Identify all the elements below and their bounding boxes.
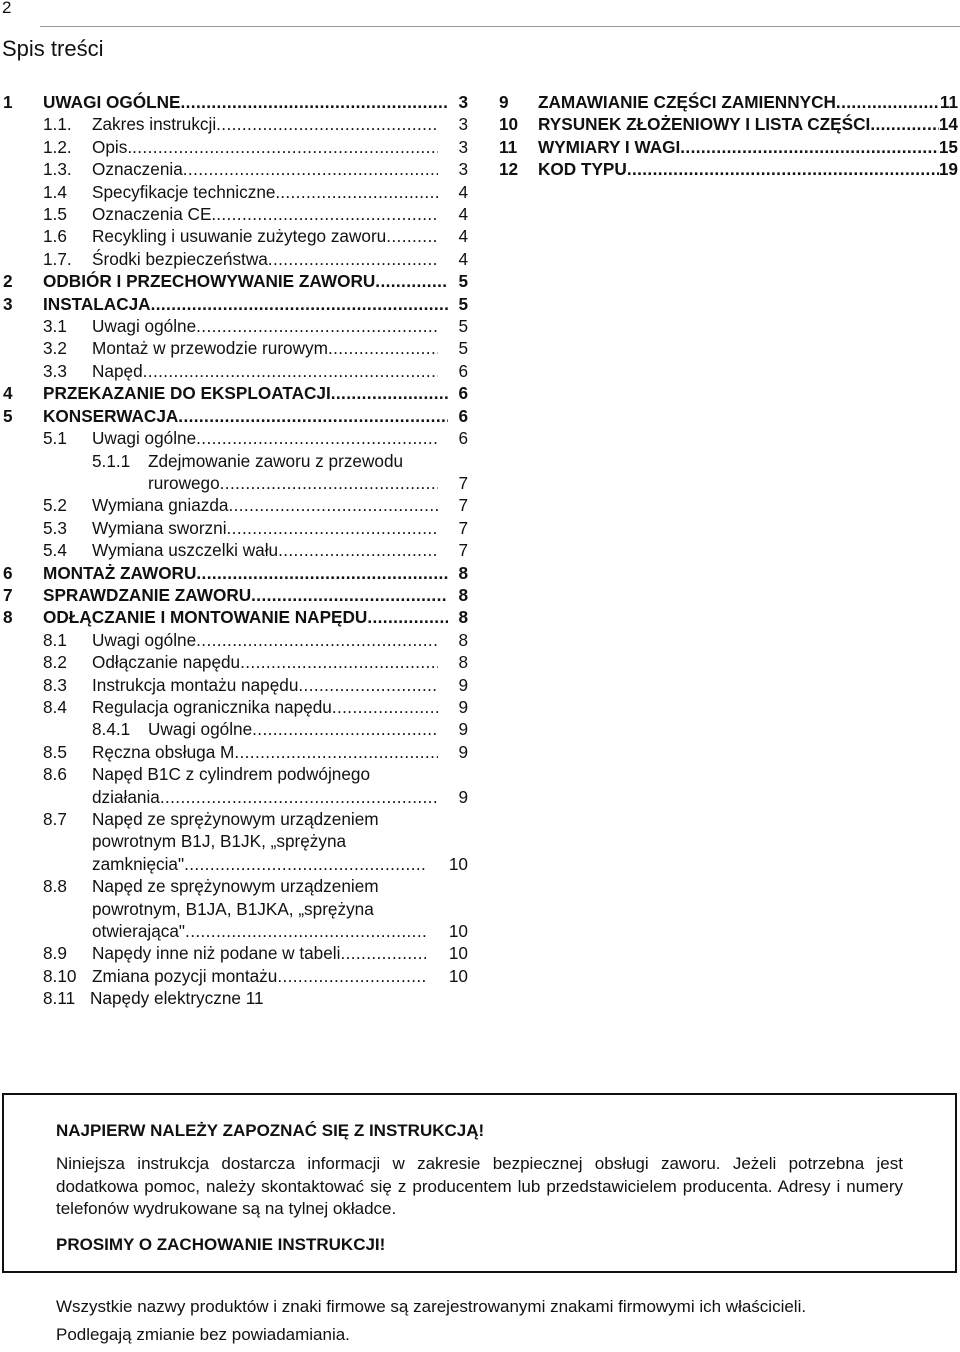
toc-entry-number xyxy=(0,830,92,852)
toc-entry-number: 1.3. xyxy=(43,159,72,180)
toc-entry-text: Ręczna obsługa M xyxy=(92,741,235,762)
toc-entry[interactable] xyxy=(0,337,468,359)
toc-entry-title xyxy=(43,606,448,628)
toc-leader-dots xyxy=(185,920,426,942)
toc-entry-page: 6 xyxy=(458,428,468,449)
toc-entry-text: powrotnym, B1JA, B1JKA, „sprężyna xyxy=(92,898,374,919)
toc-entry-text: Opis. xyxy=(92,136,133,157)
toc-leader-dots xyxy=(196,427,438,449)
toc-entry-text: ZAMAWIANIE CZĘŚCI ZAMIENNYCH xyxy=(538,92,836,112)
toc-entry-text: Napęd ze sprężynowym urządzeniem xyxy=(92,809,379,829)
toc-entry-number: 11 xyxy=(499,136,518,157)
toc-entry-page: 5 xyxy=(458,293,468,314)
toc-entry-text: Odłączanie napędu xyxy=(92,652,241,673)
toc-entry-number: 1 xyxy=(3,92,13,112)
toc-entry[interactable] xyxy=(496,113,958,135)
toc-entry-number: 5.1.1 xyxy=(92,450,131,471)
toc-entry-title xyxy=(43,405,448,427)
toc-leader-dots xyxy=(367,606,448,628)
toc-entry-title: Napędy elektryczne 11 xyxy=(90,988,264,1009)
toc-entry-page: 6 xyxy=(458,383,468,404)
toc-entry-number: 12 xyxy=(499,159,519,180)
toc-entry-title xyxy=(92,181,438,203)
notice-box xyxy=(2,1093,957,1273)
toc-entry-title xyxy=(92,494,438,516)
toc-entry-line xyxy=(0,875,468,897)
toc-entry-number: 4 xyxy=(3,383,13,404)
toc-leader-dots xyxy=(627,158,939,180)
toc-entry-page: 5 xyxy=(458,271,468,292)
toc-entry[interactable] xyxy=(0,136,468,158)
toc-entry-number: 8.9 xyxy=(43,943,67,964)
header-rule xyxy=(40,26,960,27)
toc-entry-number: 8.7 xyxy=(43,809,67,829)
toc-leader-dots xyxy=(220,472,438,494)
toc-entry-text: Napęd xyxy=(92,360,143,381)
toc-leader-dots xyxy=(151,293,448,315)
toc-entry[interactable] xyxy=(496,158,958,180)
toc-leader-dots xyxy=(680,136,939,158)
toc-entry-page: 7 xyxy=(458,472,468,493)
toc-entry-title xyxy=(43,293,448,315)
toc-entry-number: 2 xyxy=(3,271,13,292)
toc-entry-title xyxy=(92,965,426,987)
toc-leader-dots xyxy=(870,113,939,135)
toc-entry-title xyxy=(148,472,438,494)
toc-entry-page: 3 xyxy=(458,114,468,135)
toc-leader-dots xyxy=(181,91,449,113)
toc-leader-dots xyxy=(196,315,438,337)
toc-entry-text: Wymiana sworzni xyxy=(92,517,227,538)
toc-leader-dots xyxy=(268,248,438,270)
toc-entry-number: 1.1. xyxy=(43,114,72,135)
toc-entry-text: rurowego xyxy=(148,472,220,493)
toc-entry-line xyxy=(0,472,468,494)
toc-entry-page: 8 xyxy=(458,584,468,605)
toc-entry-line xyxy=(0,853,468,875)
toc-entry[interactable] xyxy=(0,651,468,673)
toc-entry-title xyxy=(43,382,448,404)
toc-entry-number: 5.1 xyxy=(43,428,67,449)
toc-leader-dots xyxy=(184,853,426,875)
toc-entry[interactable] xyxy=(0,181,468,203)
change-note: Podlegają zmianie bez powiadamiania. xyxy=(56,1325,350,1344)
toc-entry-number: 8.4.1 xyxy=(92,719,131,740)
toc-entry-text: SPRAWDZANIE ZAWORU xyxy=(43,584,252,605)
toc-entry[interactable] xyxy=(0,382,468,404)
toc-entry-number: 3 xyxy=(3,293,13,314)
toc-leader-dots xyxy=(196,562,448,584)
toc-entry-title xyxy=(148,718,438,740)
toc-entry-page: 10 xyxy=(448,965,468,986)
toc-entry-number: 1.4 xyxy=(43,181,67,202)
toc-leader-dots xyxy=(277,965,426,987)
toc-entry-text: działania xyxy=(92,786,160,807)
toc-entry-page: 10 xyxy=(448,943,468,964)
toc-entry-number: 8.11 xyxy=(43,988,76,1009)
toc-entry-number: 5.3 xyxy=(43,517,67,538)
toc-entry-number: 8.4 xyxy=(43,696,67,717)
toc-entry-text: UWAGI OGÓLNE xyxy=(43,92,181,112)
toc-entry-page: 9 xyxy=(458,696,468,717)
toc-left-column xyxy=(0,91,468,1010)
toc-leader-dots xyxy=(340,942,426,964)
toc-entry-page: 4 xyxy=(458,248,468,269)
toc-entry-text: ODŁĄCZANIE I MONTOWANIE NAPĘDU xyxy=(43,607,368,628)
toc-entry-number: 8.1 xyxy=(43,629,67,650)
toc-entry-page: 19 xyxy=(938,159,958,180)
page-number: 2 xyxy=(2,0,12,17)
toc-leader-dots xyxy=(298,674,438,696)
toc-entry[interactable] xyxy=(0,293,468,315)
toc-entry-title xyxy=(92,337,438,359)
toc-entry-page: 9 xyxy=(458,719,468,740)
toc-entry-title xyxy=(92,360,438,382)
toc-entry-number: 1.5 xyxy=(43,204,67,225)
toc-entry-page: 8 xyxy=(458,629,468,650)
toc-entry-page: 15 xyxy=(938,136,958,157)
toc-entry-title xyxy=(92,853,426,875)
toc-entry[interactable] xyxy=(0,875,468,942)
toc-entry-page: 10 xyxy=(448,921,468,942)
toc-entry[interactable] xyxy=(0,965,468,987)
toc-leader-dots xyxy=(331,382,448,404)
notice-closing: PROSIMY O ZACHOWANIE INSTRUKCJI! xyxy=(56,1234,386,1254)
toc-entry-number: 9 xyxy=(499,92,509,112)
toc-entry-title xyxy=(92,629,438,651)
toc-entry-number: 5.4 xyxy=(43,540,67,561)
toc-entry[interactable] xyxy=(0,942,468,964)
toc-entry-page: 9 xyxy=(458,741,468,762)
toc-entry-line xyxy=(0,763,468,785)
toc-entry-page: 7 xyxy=(458,495,468,516)
toc-entry-text: Wymiana gniazda xyxy=(92,495,229,516)
toc-entry-number: 8.10 xyxy=(43,965,77,986)
toc-leader-dots xyxy=(178,405,448,427)
toc-leader-dots xyxy=(332,696,438,718)
toc-entry-title xyxy=(92,136,438,158)
toc-entry-text: RYSUNEK ZŁOŻENIOWY I LISTA CZĘŚCI xyxy=(538,114,871,135)
toc-entry-title xyxy=(92,786,438,808)
toc-entry-title xyxy=(538,158,939,180)
toc-entry-text: Uwagi ogólne xyxy=(92,316,197,337)
toc-entry-text: Napęd B1C z cylindrem podwójnego xyxy=(92,764,371,785)
notice-body: Niniejsza instrukcja dostarcza informacji w zakresie bezpiecznej obsługi zaworu. Jeżeli potrzebna jest dodatkowa pomoc, należy skontaktować się z producentem lub przedstawicielem producenta. Adresy i numery telefonów wydrukowane są na tylnej okładce. xyxy=(56,1154,903,1218)
toc-entry-number: 8.6 xyxy=(43,764,67,785)
notice-heading: NAJPIERW NALEŻY ZAPOZNAĆ SIĘ Z INSTRUKCJĄ! xyxy=(56,1121,485,1140)
toc-entry-page: 7 xyxy=(458,540,468,561)
toc-entry-page: 10 xyxy=(448,853,468,874)
toc-leader-dots xyxy=(132,136,438,158)
toc-entry-page: 7 xyxy=(458,517,468,538)
toc-entry-title xyxy=(43,270,448,292)
toc-entry-title xyxy=(92,203,438,225)
toc-entry-title xyxy=(92,158,438,180)
toc-entry[interactable] xyxy=(0,539,468,561)
toc-entry-number: 8.3 xyxy=(43,674,67,695)
toc-entry[interactable] xyxy=(0,629,468,651)
toc-entry-title xyxy=(92,113,438,135)
toc-entry-title xyxy=(92,674,438,696)
toc-entry-line xyxy=(0,786,468,808)
toc-entry[interactable] xyxy=(0,808,468,875)
toc-leader-dots xyxy=(160,786,438,808)
toc-entry-page: 9 xyxy=(458,786,468,807)
toc-entry-text: Zmiana pozycji montażu xyxy=(92,965,278,986)
toc-entry[interactable] xyxy=(0,203,468,225)
toc-entry[interactable] xyxy=(0,91,468,113)
toc-entry-title xyxy=(92,696,438,718)
toc-leader-dots xyxy=(227,517,438,539)
toc-entry-line xyxy=(0,830,468,852)
toc-entry-text: zamknięcia" xyxy=(92,853,185,874)
toc-entry[interactable] xyxy=(0,606,468,628)
toc-entry-number: 3.2 xyxy=(43,338,67,359)
toc-entry-number: 1.2. xyxy=(43,136,72,157)
toc-entry-text: Montaż w przewodzie rurowym xyxy=(92,338,328,359)
toc-entry-number: 10 xyxy=(499,114,519,135)
toc-entry-title xyxy=(92,248,438,270)
toc-entry[interactable] xyxy=(496,91,958,113)
toc-entry-text: Oznaczenia CE. xyxy=(92,204,217,225)
toc-entry-text: Instrukcja montażu napędu xyxy=(92,674,299,695)
toc-entry-text: Specyfikacje techniczne. xyxy=(92,181,281,202)
toc-entry-text: Oznaczenia xyxy=(92,159,183,180)
toc-entry-text: KOD TYPU xyxy=(538,159,627,180)
toc-entry[interactable] xyxy=(0,696,468,718)
toc-entry-title xyxy=(92,651,438,673)
toc-entry-page: 4 xyxy=(458,181,468,202)
toc-entry-text: Wymiana uszczelki wału xyxy=(92,540,279,561)
toc-entry[interactable] xyxy=(0,763,468,808)
toc-entry-number: 5 xyxy=(3,405,13,426)
toc-entry-number: 8.8 xyxy=(43,876,67,897)
toc-entry[interactable] xyxy=(0,450,468,495)
toc-entry-text: MONTAŻ ZAWORU xyxy=(43,562,197,583)
toc-entry-page: 3 xyxy=(458,92,468,112)
toc-entry-line xyxy=(0,450,468,472)
toc-leader-dots xyxy=(196,629,438,651)
toc-entry-title xyxy=(43,562,448,584)
toc-leader-dots xyxy=(183,158,438,180)
toc-leader-dots xyxy=(280,181,438,203)
toc-leader-dots xyxy=(836,91,940,113)
toc-entry-text: Recykling i usuwanie zużytego zaworu xyxy=(92,226,387,247)
toc-entry-line xyxy=(0,898,468,920)
toc-entry-number: 8.2 xyxy=(43,652,67,673)
toc-entry-page: 5 xyxy=(458,338,468,359)
toc-entry-line xyxy=(0,920,468,942)
toc-leader-dots xyxy=(216,113,438,135)
toc-entry-number: 3.1 xyxy=(43,316,67,337)
toc-entry-text: otwierająca" xyxy=(92,921,186,942)
toc-entry[interactable] xyxy=(0,562,468,584)
toc-entry[interactable] xyxy=(0,360,468,382)
toc-entry-number: 6 xyxy=(3,562,13,583)
toc-entry-text: Napędy inne niż podane w tabeli xyxy=(92,943,341,964)
toc-entry-number: 5.2 xyxy=(43,495,67,516)
toc-entry-number: 8.5 xyxy=(43,741,67,762)
toc-entry-text: PRZEKAZANIE DO EKSPLOATACJI xyxy=(43,383,331,404)
toc-entry-number: 7 xyxy=(3,584,13,605)
toc-entry-title xyxy=(43,584,448,606)
toc-entry-title xyxy=(43,91,448,113)
toc-entry-title xyxy=(92,225,438,247)
toc-leader-dots xyxy=(375,270,448,292)
toc-entry-text: Uwagi ogólne xyxy=(92,428,197,449)
toc-entry-title xyxy=(92,741,438,763)
toc-entry-page: 5 xyxy=(458,316,468,337)
toc-entry-page: 8 xyxy=(458,607,468,628)
toc-leader-dots xyxy=(252,718,438,740)
toc-leader-dots xyxy=(240,651,438,673)
toc-leader-dots xyxy=(143,360,438,382)
toc-entry[interactable] xyxy=(0,225,468,247)
toc-entry[interactable] xyxy=(0,674,468,696)
toc-entry-number: 1.6 xyxy=(43,226,67,247)
toc-entry-page: 3 xyxy=(458,136,468,157)
toc-entry-title xyxy=(92,517,438,539)
toc-entry-title xyxy=(538,91,940,113)
toc-entry[interactable] xyxy=(496,136,958,158)
toc-entry-title xyxy=(92,920,426,942)
toc-entry-title xyxy=(538,136,939,158)
toc-entry-page: 14 xyxy=(938,114,958,135)
trademark-note: Wszystkie nazwy produktów i znaki firmowe są zarejestrowanymi znakami firmowymi ich właścicieli. xyxy=(56,1297,807,1316)
toc-leader-dots xyxy=(386,225,438,247)
toc-entry-title xyxy=(92,315,438,337)
toc-entry[interactable] xyxy=(0,315,468,337)
toc-entry-text: Uwagi ogólne xyxy=(148,719,253,740)
toc-entry-text: Zdejmowanie zaworu z przewodu xyxy=(148,450,404,471)
toc-entry-text: WYMIARY I WAGI xyxy=(538,136,681,157)
toc-leader-dots xyxy=(328,337,438,359)
toc-entry[interactable] xyxy=(0,405,468,427)
toc-leader-dots xyxy=(278,539,438,561)
toc-entry-text: Środki bezpieczeństwa xyxy=(92,248,268,269)
toc-entry[interactable] xyxy=(0,158,468,180)
toc-entry-text: Regulacja ogranicznika napędu xyxy=(92,696,332,717)
toc-entry[interactable] xyxy=(0,741,468,763)
toc-leader-dots xyxy=(228,494,438,516)
toc-entry-text: Napęd ze sprężynowym urządzeniem xyxy=(92,876,379,897)
toc-entry[interactable] xyxy=(0,494,468,516)
toc-entry-page: 8 xyxy=(458,562,468,583)
toc-entry-number xyxy=(0,898,92,920)
toc-entry-number: 8 xyxy=(3,607,13,628)
toc-entry-text: powrotnym B1J, B1JK, „sprężyna xyxy=(92,831,347,852)
toc-leader-dots xyxy=(234,741,438,763)
toc-entry-text: Zakres instrukcji xyxy=(92,114,217,135)
toc-right-column xyxy=(496,91,958,181)
toc-entry[interactable] xyxy=(0,517,468,539)
toc-entry-text: INSTALACJA xyxy=(43,293,151,314)
toc-entry-title xyxy=(538,113,939,135)
page-title: Spis treści xyxy=(2,36,104,61)
toc-entry-text: KONSERWACJA xyxy=(43,405,179,426)
toc-entry-title xyxy=(92,539,438,561)
toc-entry-title xyxy=(92,942,426,964)
toc-entry[interactable] xyxy=(0,270,468,292)
toc-entry-number: 3.3 xyxy=(43,360,67,381)
toc-leader-dots xyxy=(216,203,438,225)
toc-entry[interactable] xyxy=(0,427,468,449)
toc-entry-page: 4 xyxy=(458,226,468,247)
toc-entry-title xyxy=(92,427,438,449)
toc-entry-page: 6 xyxy=(458,405,468,426)
toc-entry-page: 4 xyxy=(458,204,468,225)
toc-entry-page: 3 xyxy=(458,159,468,180)
toc-entry[interactable] xyxy=(0,987,468,1009)
toc-entry-page: 8 xyxy=(458,652,468,673)
toc-entry-number: 1.7. xyxy=(43,248,72,269)
toc-leader-dots xyxy=(251,584,448,606)
toc-entry-line xyxy=(0,808,468,830)
toc-entry-text: Uwagi ogólne xyxy=(92,629,197,650)
toc-entry-page: 9 xyxy=(458,674,468,695)
toc-entry-text: ODBIÓR I PRZECHOWYWANIE ZAWORU xyxy=(43,271,376,292)
toc-entry-page: 11 xyxy=(939,92,958,112)
toc-entry[interactable] xyxy=(0,718,468,740)
toc-entry[interactable] xyxy=(0,248,468,270)
toc-entry-page: 6 xyxy=(458,360,468,381)
toc-entry[interactable] xyxy=(0,584,468,606)
toc-entry[interactable] xyxy=(0,113,468,135)
